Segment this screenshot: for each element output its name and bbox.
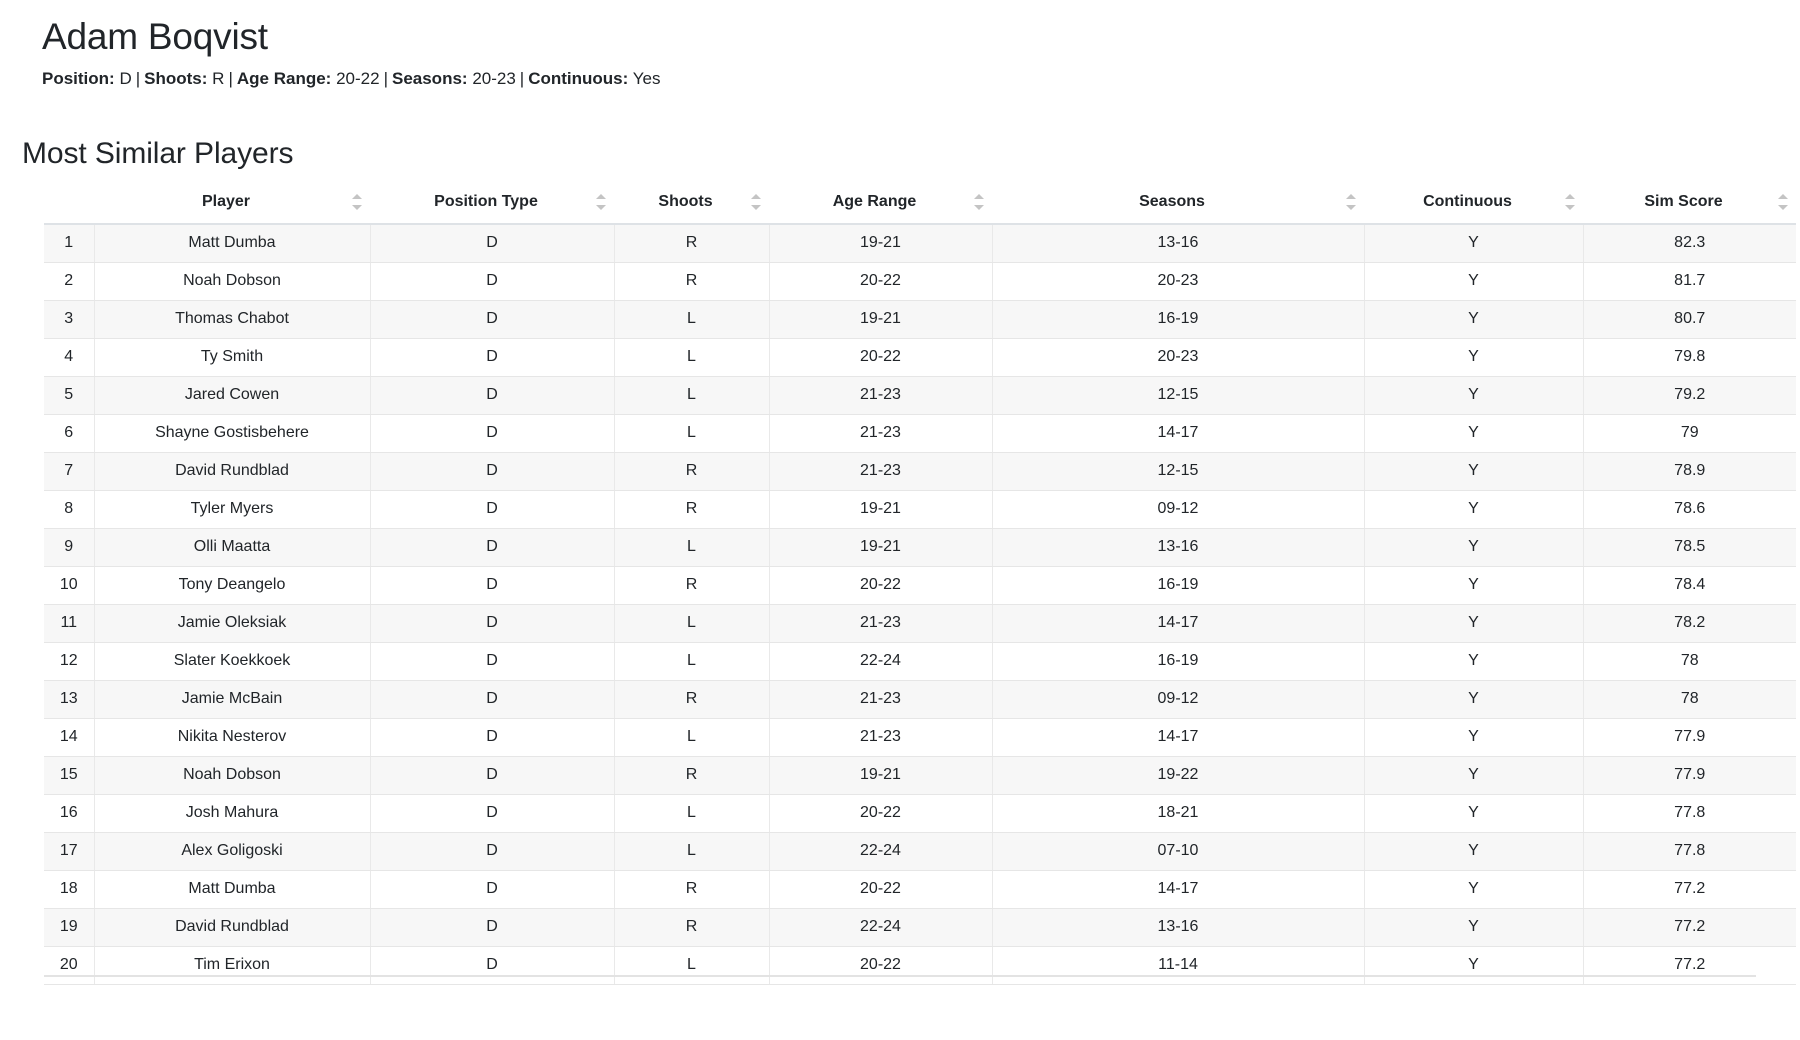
table-row[interactable] — [44, 604, 1796, 642]
cell-age-range: 21-23 — [769, 680, 992, 718]
meta-separator: | — [135, 68, 141, 88]
cell-continuous: Y — [1364, 566, 1583, 604]
cell-index: 4 — [44, 338, 94, 376]
sort-icon[interactable] — [596, 194, 606, 210]
cell-continuous: Y — [1364, 680, 1583, 718]
cell-shoots: R — [614, 908, 769, 946]
table-row[interactable] — [44, 756, 1796, 794]
column-header-sim-score[interactable] — [1583, 185, 1796, 224]
cell-age-range: 20-22 — [769, 262, 992, 300]
similar-players-table-wrap — [44, 185, 1756, 985]
cell-position-type: D — [370, 642, 614, 680]
cell-age-range: 20-22 — [769, 566, 992, 604]
player-meta-line — [42, 69, 1800, 89]
cell-continuous: Y — [1364, 946, 1583, 984]
cell-shoots: L — [614, 300, 769, 338]
cell-position-type: D — [370, 224, 614, 263]
section-title: Most Similar Players — [22, 136, 294, 170]
cell-index: 1 — [44, 224, 94, 263]
cell-index: 20 — [44, 946, 94, 984]
cell-age-range: 20-22 — [769, 946, 992, 984]
table-row[interactable] — [44, 490, 1796, 528]
cell-age-range: 20-22 — [769, 870, 992, 908]
cell-player: Noah Dobson — [94, 756, 370, 794]
cell-player: Jamie Oleksiak — [94, 604, 370, 642]
cell-seasons: 13-16 — [992, 528, 1364, 566]
cell-sim-score: 77.2 — [1583, 946, 1796, 984]
cell-shoots: R — [614, 680, 769, 718]
meta-separator: | — [228, 68, 233, 88]
cell-player: Slater Koekkoek — [94, 642, 370, 680]
cell-sim-score: 78 — [1583, 642, 1796, 680]
column-header-age-range-label: Age Range — [832, 192, 917, 210]
column-header-seasons-label: Seasons — [1139, 192, 1205, 210]
cell-shoots: L — [614, 338, 769, 376]
meta-value-continuous: Yes — [632, 68, 661, 88]
cell-player: Olli Maatta — [94, 528, 370, 566]
cell-sim-score: 78.6 — [1583, 490, 1796, 528]
horizontal-scrollbar[interactable] — [44, 975, 1756, 985]
table-row[interactable] — [44, 338, 1796, 376]
table-row[interactable] — [44, 528, 1796, 566]
cell-shoots: R — [614, 490, 769, 528]
cell-sim-score: 82.3 — [1583, 224, 1796, 263]
column-header-seasons[interactable] — [992, 185, 1364, 224]
column-header-continuous[interactable] — [1364, 185, 1583, 224]
sort-icon[interactable] — [1778, 194, 1788, 210]
cell-index: 15 — [44, 756, 94, 794]
meta-value-age-range: 20-22 — [336, 68, 380, 88]
cell-continuous: Y — [1364, 338, 1583, 376]
cell-seasons: 09-12 — [992, 490, 1364, 528]
cell-position-type: D — [370, 566, 614, 604]
cell-continuous: Y — [1364, 870, 1583, 908]
cell-age-range: 19-21 — [769, 300, 992, 338]
cell-player: Alex Goligoski — [94, 832, 370, 870]
table-row[interactable] — [44, 376, 1796, 414]
column-header-position-type-label: Position Type — [434, 192, 538, 210]
cell-position-type: D — [370, 756, 614, 794]
cell-player: Jamie McBain — [94, 680, 370, 718]
meta-label-continuous: Continuous: — [528, 68, 629, 88]
table-row[interactable] — [44, 262, 1796, 300]
cell-age-range: 21-23 — [769, 376, 992, 414]
sort-icon[interactable] — [751, 194, 761, 210]
cell-index: 16 — [44, 794, 94, 832]
cell-position-type: D — [370, 870, 614, 908]
cell-age-range: 22-24 — [769, 908, 992, 946]
page-title: Adam Boqvist — [42, 16, 268, 57]
cell-index: 5 — [44, 376, 94, 414]
cell-sim-score: 80.7 — [1583, 300, 1796, 338]
cell-position-type: D — [370, 680, 614, 718]
table-header-row — [44, 185, 1796, 224]
column-header-shoots-label: Shoots — [658, 192, 713, 210]
cell-player: Nikita Nesterov — [94, 718, 370, 756]
cell-shoots: L — [614, 414, 769, 452]
meta-separator: | — [519, 68, 525, 88]
cell-age-range: 21-23 — [769, 414, 992, 452]
cell-shoots: R — [614, 756, 769, 794]
cell-sim-score: 79.8 — [1583, 338, 1796, 376]
cell-position-type: D — [370, 946, 614, 984]
meta-label-position: Position: — [42, 68, 115, 88]
cell-continuous: Y — [1364, 262, 1583, 300]
cell-shoots: L — [614, 718, 769, 756]
table-row[interactable] — [44, 908, 1796, 946]
cell-index: 3 — [44, 300, 94, 338]
cell-shoots: L — [614, 794, 769, 832]
cell-continuous: Y — [1364, 718, 1583, 756]
cell-age-range: 19-21 — [769, 528, 992, 566]
similar-players-table — [44, 185, 1796, 985]
cell-shoots: L — [614, 642, 769, 680]
cell-sim-score: 77.2 — [1583, 908, 1796, 946]
table-header — [44, 185, 1796, 224]
meta-value-shoots: R — [212, 68, 225, 88]
cell-continuous: Y — [1364, 832, 1583, 870]
cell-seasons: 14-17 — [992, 604, 1364, 642]
table-row[interactable] — [44, 832, 1796, 870]
cell-seasons: 20-23 — [992, 262, 1364, 300]
cell-age-range: 21-23 — [769, 718, 992, 756]
cell-continuous: Y — [1364, 528, 1583, 566]
cell-age-range: 22-24 — [769, 832, 992, 870]
column-header-shoots[interactable] — [614, 185, 769, 224]
cell-sim-score: 77.8 — [1583, 794, 1796, 832]
sort-icon[interactable] — [1565, 194, 1575, 210]
cell-shoots: R — [614, 870, 769, 908]
cell-sim-score: 78.2 — [1583, 604, 1796, 642]
meta-item-age-range — [237, 69, 380, 88]
cell-player: Thomas Chabot — [94, 300, 370, 338]
table-row[interactable] — [44, 566, 1796, 604]
cell-continuous: Y — [1364, 794, 1583, 832]
cell-player: David Rundblad — [94, 908, 370, 946]
cell-index: 7 — [44, 452, 94, 490]
cell-age-range: 21-23 — [769, 604, 992, 642]
cell-age-range: 19-21 — [769, 756, 992, 794]
cell-seasons: 07-10 — [992, 832, 1364, 870]
cell-position-type: D — [370, 794, 614, 832]
scrollbar-track[interactable] — [44, 975, 1756, 977]
cell-seasons: 16-19 — [992, 642, 1364, 680]
cell-sim-score: 78.5 — [1583, 528, 1796, 566]
cell-sim-score: 78.9 — [1583, 452, 1796, 490]
cell-index: 13 — [44, 680, 94, 718]
cell-age-range: 19-21 — [769, 490, 992, 528]
cell-position-type: D — [370, 490, 614, 528]
cell-continuous: Y — [1364, 756, 1583, 794]
cell-position-type: D — [370, 604, 614, 642]
cell-continuous: Y — [1364, 490, 1583, 528]
cell-index: 6 — [44, 414, 94, 452]
column-header-age-range[interactable] — [769, 185, 992, 224]
cell-shoots: L — [614, 376, 769, 414]
cell-continuous: Y — [1364, 224, 1583, 263]
table-row[interactable] — [44, 680, 1796, 718]
cell-player: Jared Cowen — [94, 376, 370, 414]
cell-player: Josh Mahura — [94, 794, 370, 832]
table-row[interactable] — [44, 718, 1796, 756]
cell-sim-score: 81.7 — [1583, 262, 1796, 300]
cell-player: Tony Deangelo — [94, 566, 370, 604]
cell-player: Shayne Gostisbehere — [94, 414, 370, 452]
cell-shoots: R — [614, 224, 769, 263]
meta-separator: | — [383, 68, 388, 88]
cell-index: 9 — [44, 528, 94, 566]
cell-index: 12 — [44, 642, 94, 680]
cell-player: Tim Erixon — [94, 946, 370, 984]
cell-index: 14 — [44, 718, 94, 756]
cell-player: Ty Smith — [94, 338, 370, 376]
cell-seasons: 14-17 — [992, 718, 1364, 756]
cell-sim-score: 77.8 — [1583, 832, 1796, 870]
cell-position-type: D — [370, 262, 614, 300]
cell-seasons: 13-16 — [992, 908, 1364, 946]
table-row[interactable] — [44, 414, 1796, 452]
cell-sim-score: 79 — [1583, 414, 1796, 452]
meta-label-shoots: Shoots: — [144, 68, 208, 88]
cell-position-type: D — [370, 376, 614, 414]
table-row[interactable] — [44, 452, 1796, 490]
cell-index: 10 — [44, 566, 94, 604]
cell-player: Noah Dobson — [94, 262, 370, 300]
cell-shoots: L — [614, 604, 769, 642]
cell-player: Matt Dumba — [94, 870, 370, 908]
cell-position-type: D — [370, 528, 614, 566]
cell-sim-score: 78.4 — [1583, 566, 1796, 604]
cell-seasons: 16-19 — [992, 566, 1364, 604]
cell-position-type: D — [370, 832, 614, 870]
cell-sim-score: 77.2 — [1583, 870, 1796, 908]
cell-index: 11 — [44, 604, 94, 642]
cell-sim-score: 78 — [1583, 680, 1796, 718]
cell-index: 8 — [44, 490, 94, 528]
cell-continuous: Y — [1364, 908, 1583, 946]
table-body — [44, 224, 1796, 985]
table-row[interactable] — [44, 300, 1796, 338]
meta-item-seasons — [392, 69, 516, 88]
meta-label-age-range: Age Range: — [236, 68, 332, 88]
cell-position-type: D — [370, 338, 614, 376]
table-row[interactable] — [44, 642, 1796, 680]
meta-item-continuous — [528, 69, 660, 88]
cell-seasons: 11-14 — [992, 946, 1364, 984]
cell-shoots: R — [614, 566, 769, 604]
cell-seasons: 14-17 — [992, 414, 1364, 452]
cell-index: 17 — [44, 832, 94, 870]
cell-seasons: 20-23 — [992, 338, 1364, 376]
cell-seasons: 13-16 — [992, 224, 1364, 263]
column-header-continuous-label: Continuous — [1423, 192, 1512, 210]
cell-seasons: 14-17 — [992, 870, 1364, 908]
table-row[interactable] — [44, 870, 1796, 908]
player-header — [0, 0, 1800, 89]
cell-position-type: D — [370, 718, 614, 756]
cell-age-range: 22-24 — [769, 642, 992, 680]
cell-continuous: Y — [1364, 452, 1583, 490]
cell-seasons: 18-21 — [992, 794, 1364, 832]
cell-shoots: L — [614, 946, 769, 984]
cell-index: 18 — [44, 870, 94, 908]
cell-continuous: Y — [1364, 414, 1583, 452]
meta-value-seasons: 20-23 — [472, 68, 516, 88]
meta-value-position: D — [119, 68, 132, 88]
meta-item-shoots — [144, 69, 224, 88]
cell-shoots: L — [614, 832, 769, 870]
cell-seasons: 09-12 — [992, 680, 1364, 718]
cell-sim-score: 77.9 — [1583, 756, 1796, 794]
cell-seasons: 19-22 — [992, 756, 1364, 794]
cell-shoots: L — [614, 528, 769, 566]
meta-item-position — [42, 69, 132, 88]
cell-continuous: Y — [1364, 642, 1583, 680]
cell-player: Tyler Myers — [94, 490, 370, 528]
cell-index: 19 — [44, 908, 94, 946]
cell-position-type: D — [370, 300, 614, 338]
column-header-position-type[interactable] — [370, 185, 614, 224]
cell-shoots: R — [614, 262, 769, 300]
column-header-player[interactable] — [94, 185, 370, 224]
sort-icon[interactable] — [1346, 194, 1356, 210]
cell-continuous: Y — [1364, 376, 1583, 414]
cell-shoots: R — [614, 452, 769, 490]
cell-age-range: 20-22 — [769, 338, 992, 376]
cell-position-type: D — [370, 908, 614, 946]
cell-sim-score: 77.9 — [1583, 718, 1796, 756]
cell-index: 2 — [44, 262, 94, 300]
cell-sim-score: 79.2 — [1583, 376, 1796, 414]
cell-age-range: 21-23 — [769, 452, 992, 490]
cell-continuous: Y — [1364, 604, 1583, 642]
cell-age-range: 19-21 — [769, 224, 992, 263]
sort-icon[interactable] — [974, 194, 984, 210]
cell-player: Matt Dumba — [94, 224, 370, 263]
cell-age-range: 20-22 — [769, 794, 992, 832]
column-header-index — [44, 185, 94, 224]
cell-player: David Rundblad — [94, 452, 370, 490]
cell-continuous: Y — [1364, 300, 1583, 338]
column-header-player-label: Player — [201, 192, 251, 210]
table-row[interactable] — [44, 794, 1796, 832]
meta-label-seasons: Seasons: — [391, 68, 468, 88]
cell-position-type: D — [370, 452, 614, 490]
cell-seasons: 12-15 — [992, 452, 1364, 490]
sort-icon[interactable] — [352, 194, 362, 210]
cell-position-type: D — [370, 414, 614, 452]
cell-seasons: 16-19 — [992, 300, 1364, 338]
table-row[interactable] — [44, 224, 1796, 263]
cell-seasons: 12-15 — [992, 376, 1364, 414]
column-header-sim-score-label: Sim Score — [1644, 192, 1723, 210]
